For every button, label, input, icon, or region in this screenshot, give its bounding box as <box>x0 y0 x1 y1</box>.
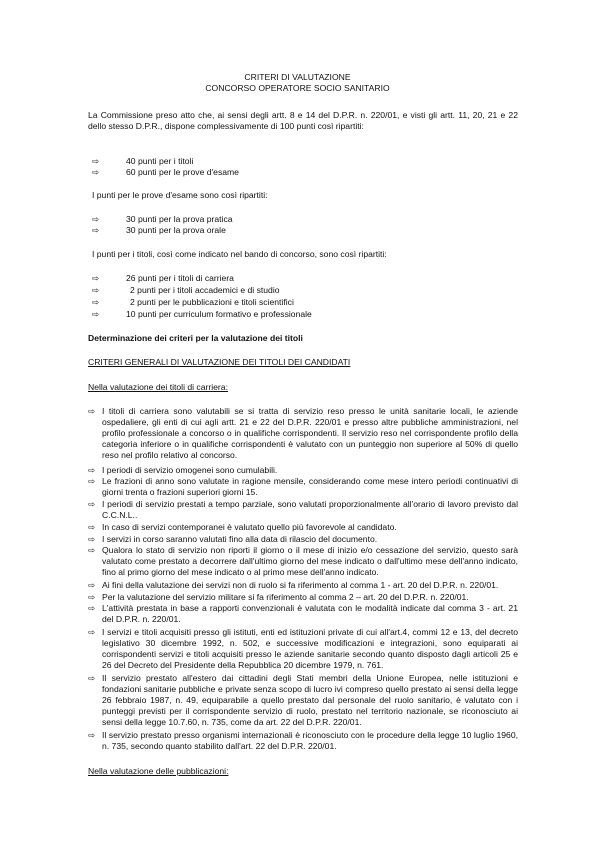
document-title: CRITERI DI VALUTAZIONE <box>244 72 351 82</box>
document-page: CRITERI DI VALUTAZIONE CONCORSO OPERATORE SOCIO SANITARIO La Commissione preso atto che, ai sensi degli artt. 8 e 14 del D.P.R. n. 220/01, e visti gli artt. 11, 20, 21 e 22 dello stesso D.P.R., dispone complessivamente di 100 punti così ripartiti: ⇨ 40 punti per i titoli ⇨ 60 punti per le prove d'esame I punti per le prove d'esame sono così ripartiti: ⇨ 30 punti per la prova pratica ⇨ 30 punti per la prova orale I punti per i titoli, così come indicato nel bando di concorso, sono così ripartiti: ⇨ 26 punti per i titoli di carriera ⇨ 2 punti per i titoli accademici e di studio ⇨ 2 punti per le pubblicazioni e titoli scientifici ⇨ 10 punti per curriculum formativo e professionale Determinazione dei criteri per la valutazione dei titoli CRITERI GENERALI DI VALUTAZIONE DEI TITOLI DEI CANDIDATI Nella valutazione dei titoli di carriera: ⇨ I titoli di carriera sono valutabili se si tratta di servizio reso presso le unità sanitarie locali, le aziende ospedaliere, gli enti di cui agli artt. 21 e 22 del D.P.R. 220/01 e presso altre pubbliche amministrazioni, nel profilo professionale a concorso o in qualifiche corrispondenti. Il servizio reso nel corrispondente profilo della categoria inferiore o in qualifiche corrispondenti è valutato con un punteggio non superiore al 50% di quello reso nel profilo relativo al concorso. ⇨ I periodi di servizio omogenei sono cumulabili. ⇨ Le frazioni di anno sono valutate in ragione mensile, considerando come mese intero periodi continuativi di giorni trenta o frazioni superiori giorni 15. ⇨ I periodi di servizio prestati a tempo parziale, sono valutati proporzionalmente all'orario di lavoro previsto dal C.C.N.L.. ⇨ In caso di servizi contemporanei è valutato quello più favorevole al candidato. ⇨ I servizi in corso saranno valutati fino alla data di rilascio del documento. ⇨ Qualora lo stato di servizio non riporti il giorno o il mese di inizio e/o cessazione del servizio, questo sarà valutato come prestato a decorrere dall'ultimo giorno del mese indicato o dall'ultimo mese dell'anno indicato, fino al primo giorno del mese indicato o al primo mese dell'anno indicato. ⇨ Ai fini della valutazione dei servizi non di ruolo si fa riferimento al comma 1 - art. 20 del D.P.R. n. 220/01. ⇨ Per la valutazione del servizio militare si fa riferimento al comma 2 – art. 20 del D.P.R. n. 220/01. ⇨ L'attività prestata in base a rapporti convenzionali è valutata con le modalità indicate dal comma 3 - art. 21 del D.P.R. n. 220/01. ⇨ I servizi e titoli acquisiti presso gli istituti, enti ed istituzioni private di cui all'art.4, commi 12 e 13, del decreto legislativo 30 dicembre 1992, n. 502, e successive modificazioni e integrazioni, sono equiparati ai corrispondenti servizi e titoli acquisiti presso le aziende sanitarie secondo quanto disposto dagli articoli 25 e 26 del Decreto del Presidente della Repubblica 20 dicembre 1979, n. 761. ⇨ Il servizio prestato all'estero dai cittadini degli Stati membri della Unione Europea, nelle istituzioni e fondazioni sanitarie pubbliche e private senza scopo di lucro ivi compreso quello prestato ai sensi della legge 26 febbraio 1987, n. 49, equiparabile a quello prestato dal personale del ruolo sanitario, è valutato con i punteggi previsti per il corrispondente servizio di ruolo, prestato nel territorio nazionale, se riconosciuto ai sensi della legge 10.7.60, n. 735, come da art. 22 del D.P.R. 220/01. ⇨ Il servizio prestato presso organismi internazionali è riconosciuto con le procedure della legge 10 luglio 1960, n. 735, secondo quanto stabilito dall'art. 22 del D.P.R. 220/01. Nella valutazione delle pubblicazioni: <box>0 0 595 842</box>
arrow-icon: ⇨ <box>88 627 96 637</box>
heading-publications: Nella valutazione delle pubblicazioni: <box>88 766 229 776</box>
arrow-icon: ⇨ <box>88 545 96 555</box>
heading-determination: Determinazione dei criteri per la valutazione dei titoli <box>88 333 303 343</box>
arrow-icon: ⇨ <box>92 309 100 319</box>
arrow-icon: ⇨ <box>88 534 96 544</box>
arrow-icon: ⇨ <box>92 214 100 224</box>
intro-paragraph: La Commissione preso atto che, ai sensi degli artt. 8 e 14 del D.P.R. n. 220/01, e visti gli artt. 11, 20, 21 e 22 dello stesso D.P.R., dispone complessivamente di 100 punti così ripartiti: <box>88 110 518 131</box>
arrow-icon: ⇨ <box>88 406 96 416</box>
document-subtitle: CONCORSO OPERATORE SOCIO SANITARIO <box>205 83 390 93</box>
arrow-icon: ⇨ <box>88 580 96 590</box>
arrow-icon: ⇨ <box>88 603 96 613</box>
arrow-icon: ⇨ <box>88 730 96 740</box>
arrow-icon: ⇨ <box>92 167 100 177</box>
arrow-icon: ⇨ <box>88 476 96 486</box>
arrow-icon: ⇨ <box>88 673 96 683</box>
arrow-icon: ⇨ <box>92 297 100 307</box>
arrow-icon: ⇨ <box>92 285 100 295</box>
arrow-icon: ⇨ <box>92 273 100 283</box>
arrow-icon: ⇨ <box>88 522 96 532</box>
arrow-icon: ⇨ <box>88 465 96 475</box>
heading-general-criteria: CRITERI GENERALI DI VALUTAZIONE DEI TITOLI DEI CANDIDATI <box>88 357 351 367</box>
arrow-icon: ⇨ <box>88 592 96 602</box>
exam-intro: I punti per le prove d'esame sono così ripartiti: <box>92 190 268 200</box>
arrow-icon: ⇨ <box>92 225 100 235</box>
titles-intro: I punti per i titoli, così come indicato nel bando di concorso, sono così ripartiti: <box>92 249 387 259</box>
heading-career-titles: Nella valutazione dei titoli di carriera: <box>88 382 228 392</box>
arrow-icon: ⇨ <box>88 499 96 509</box>
arrow-icon: ⇨ <box>92 156 100 166</box>
